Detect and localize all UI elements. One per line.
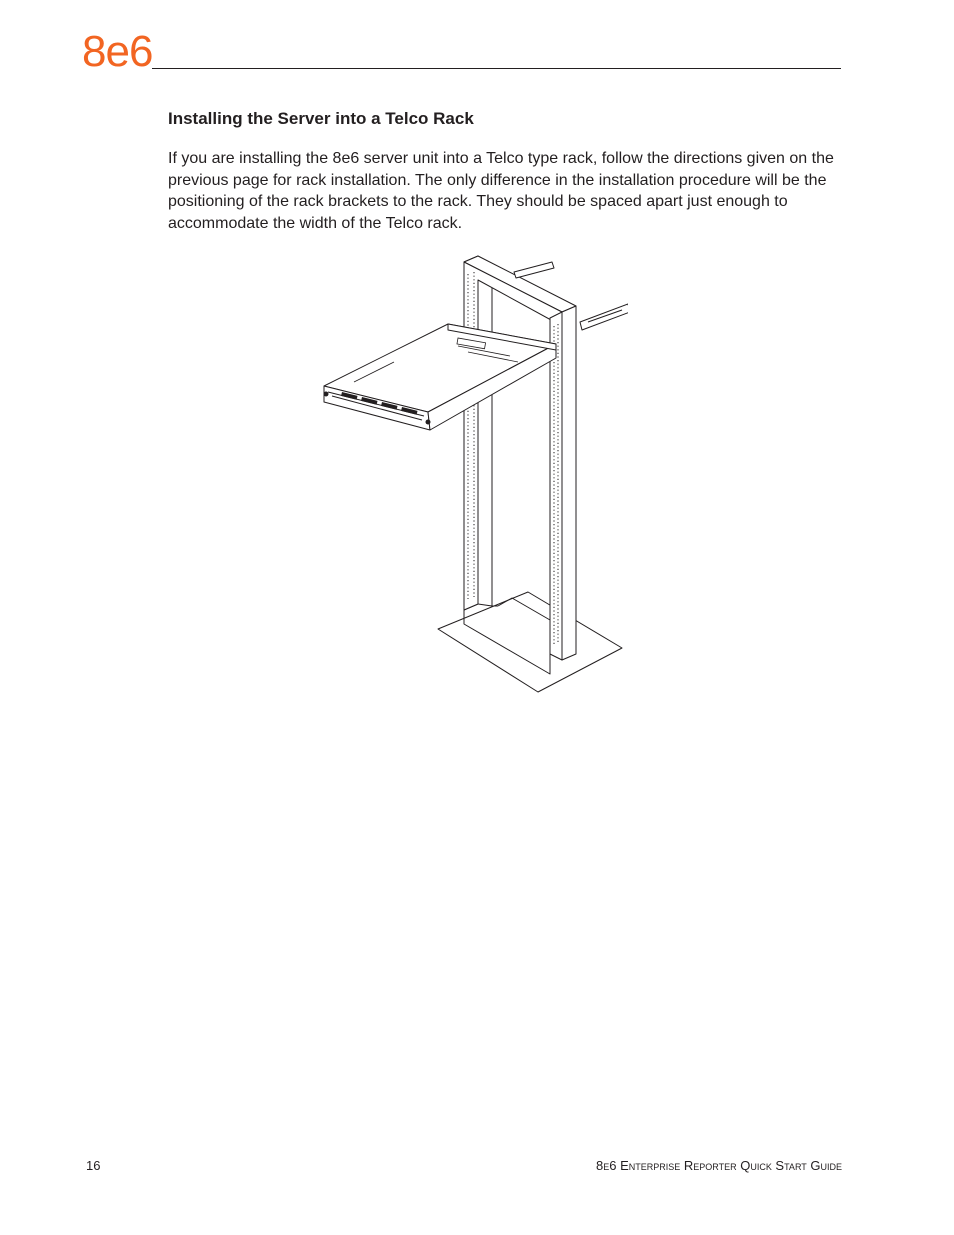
- front-handle-left: [324, 392, 329, 397]
- front-handle-right: [426, 420, 431, 425]
- company-logo: 8e6: [82, 27, 153, 76]
- section-title: Installing the Server into a Telco Rack: [168, 109, 474, 128]
- body-paragraph: If you are installing the 8e6 server unit into a Telco type rack, follow the directions given on the previous page for rack installation. The only difference in the installation procedure will be the positioning of the rack brackets to the rack. They should be spaced apart just enough to accommodate the width of the Telco rack.: [168, 150, 834, 232]
- upper-rail: [514, 262, 554, 278]
- telco-rack-figure: [318, 254, 628, 696]
- rack-front-post-front: [562, 306, 576, 660]
- guide-title: 8e6 Enterprise Reporter Quick Start Guide: [596, 1158, 842, 1173]
- rack-front-post-side: [550, 312, 562, 660]
- side-rail: [580, 304, 628, 330]
- header-rule: [152, 68, 841, 69]
- rack-back-post-side: [478, 256, 492, 606]
- page-number: 16: [86, 1158, 101, 1173]
